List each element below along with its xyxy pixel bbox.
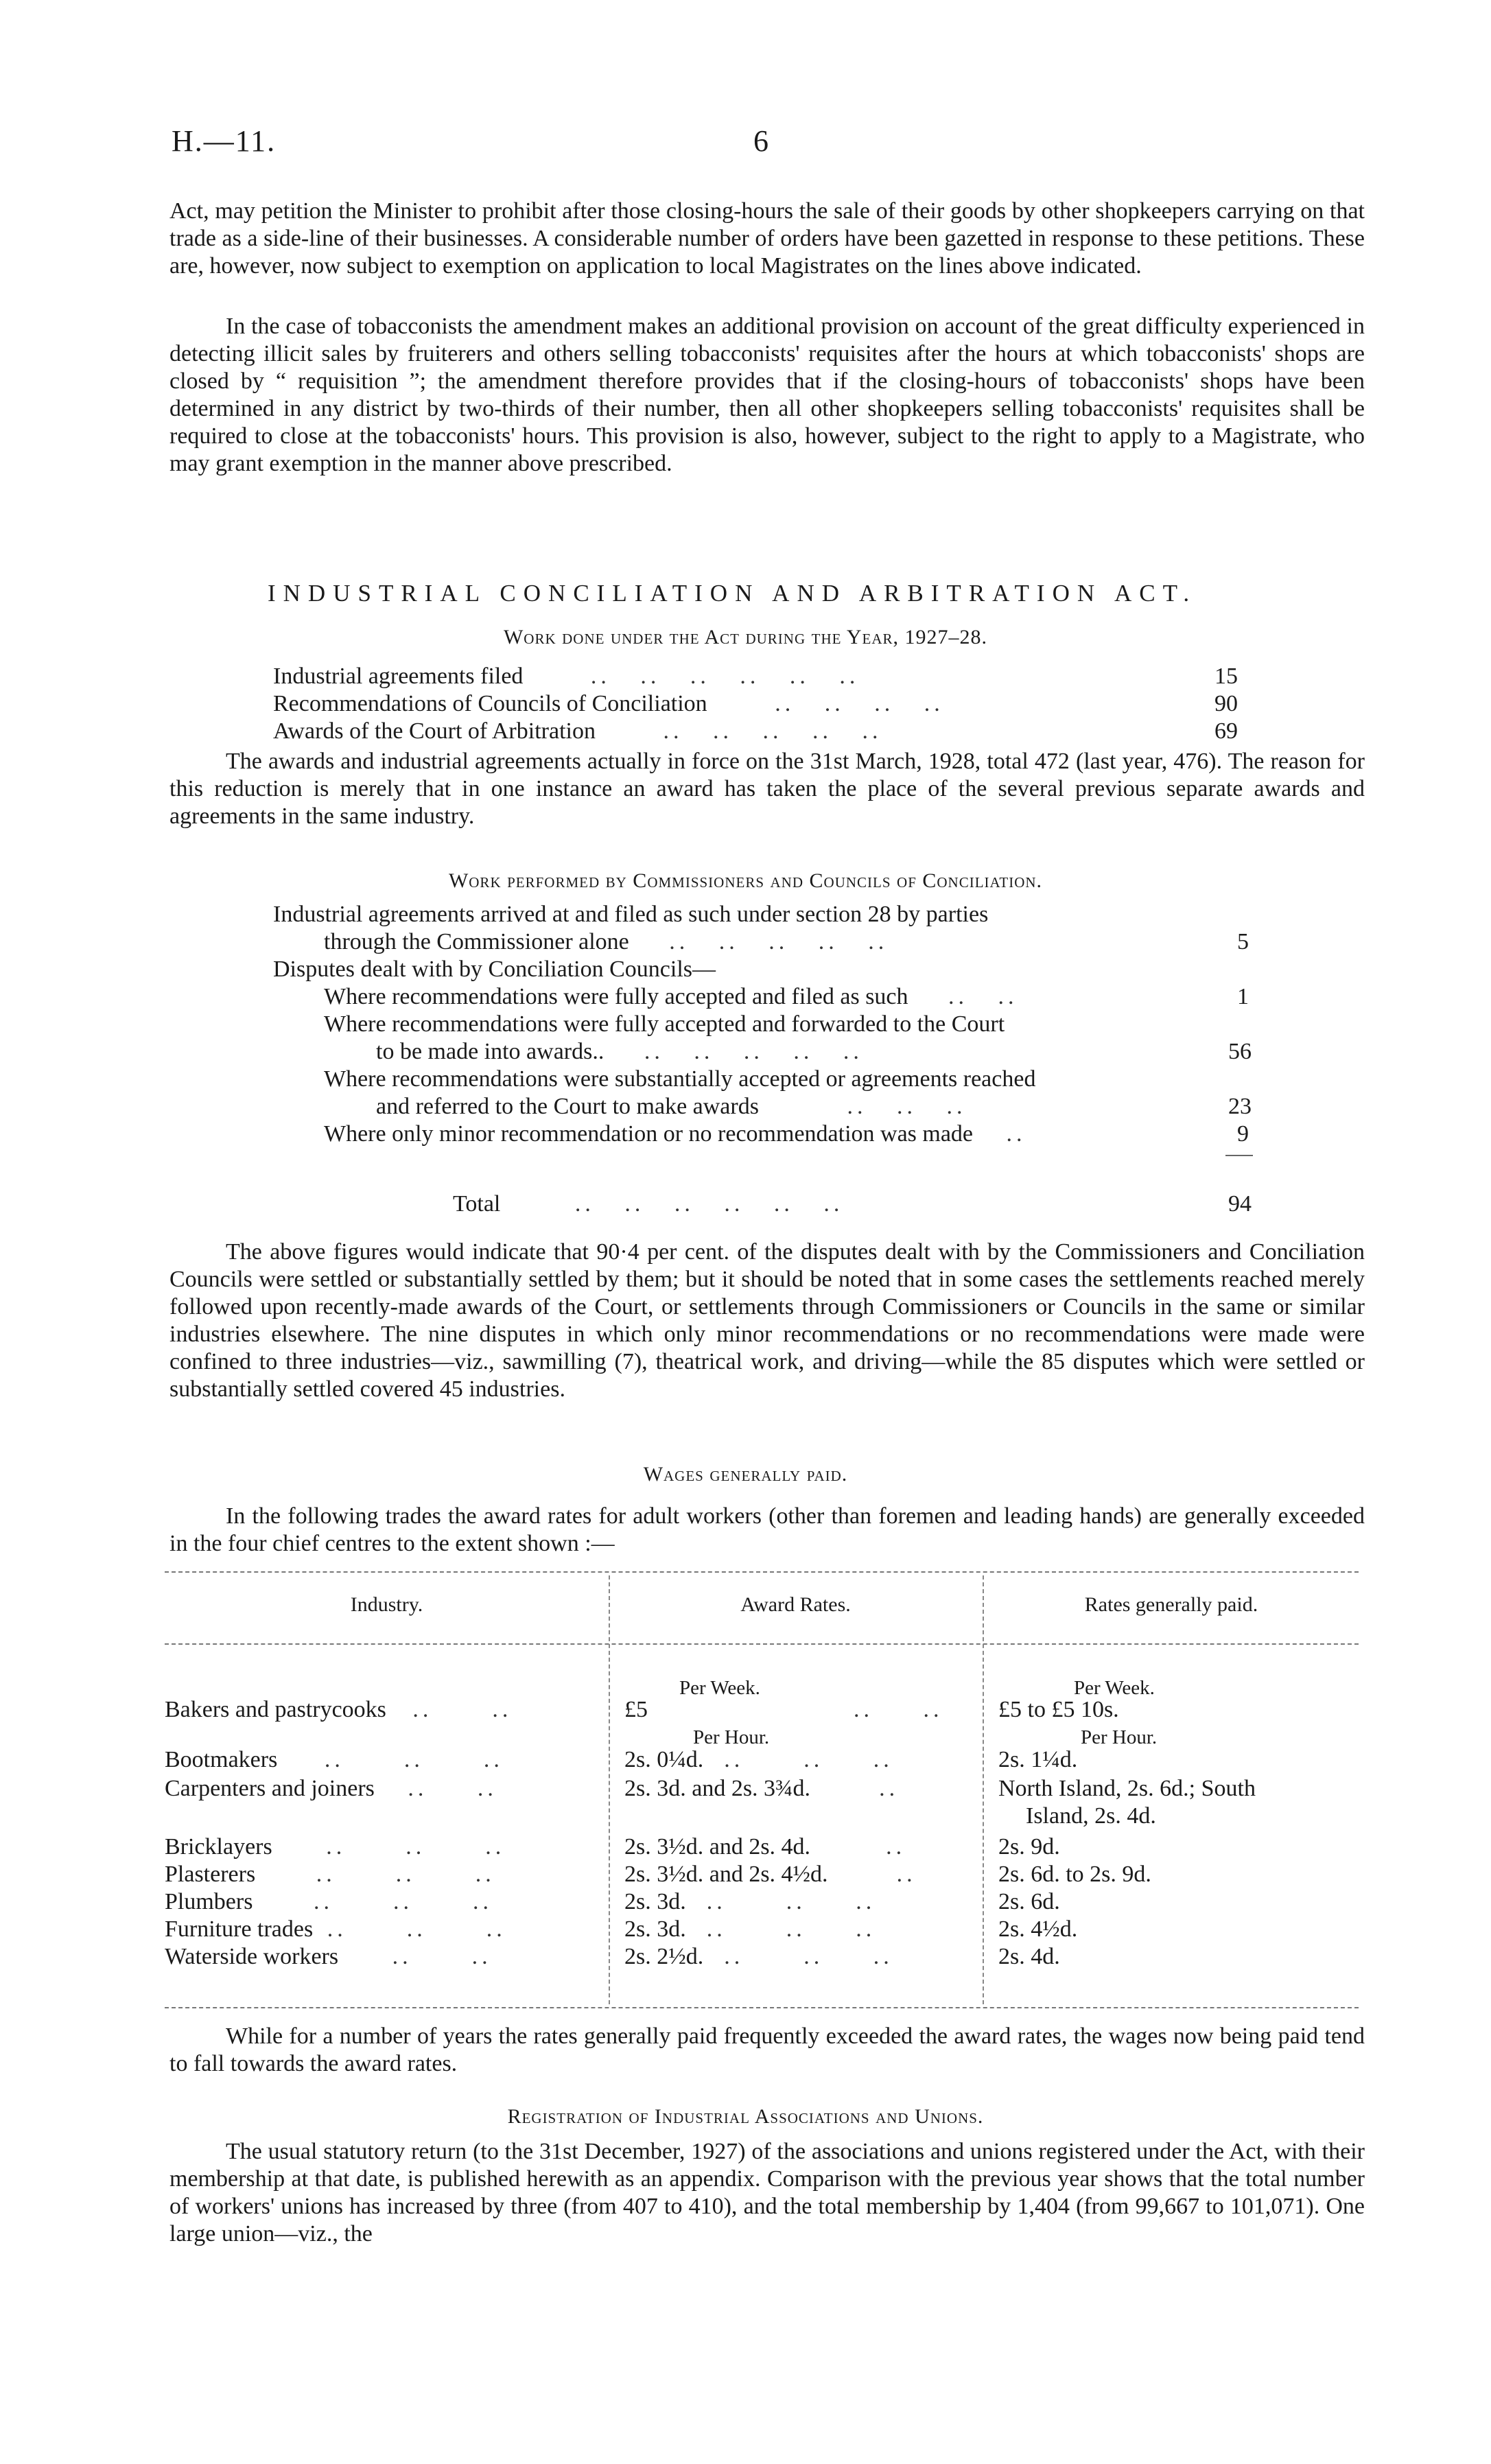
wages-heading: Wages generally paid.: [643, 1463, 848, 1486]
paid-per-week: Per Week.: [1074, 1677, 1155, 1699]
table-divider-1: [609, 1575, 610, 2004]
table-header-rule: [165, 1643, 1359, 1645]
document-reference: H.—11.: [172, 124, 277, 158]
col-header-paid: Rates generally paid.: [1084, 1593, 1258, 1616]
table-row-paid: 2s. 4d.: [998, 1944, 1060, 1969]
table-row-paid: 2s. 6d.: [998, 1889, 1060, 1914]
paid-per-hour: Per Hour.: [1081, 1726, 1158, 1748]
table-row-award: 2s. 3d. and 2s. 3¾d. ..: [624, 1776, 900, 1801]
table-row-paid: 2s. 1¼d.: [998, 1747, 1078, 1772]
disputes-sub4-value: 9: [1237, 1121, 1249, 1147]
commissioners-total-value: 94: [1228, 1191, 1252, 1217]
disputes-sub3-value: 23: [1228, 1094, 1252, 1119]
table-row-paid: 2s. 4½d.: [998, 1916, 1078, 1942]
table-row-award: £5 .. ..: [624, 1697, 943, 1722]
commissioners-paragraph: The above figures would indicate that 90·4 per cent. of the disputes dealt with by the Commissioners and Conciliation Councils were settled or substantially settled by them; but it should be noted that in some cases the settlements reached merely followed upon recently-made awards of the Court, or settlements through Commissioners or Councils in the same or similar industries elsewhere. The nine disputes in which only minor recommendations or no recommendations were made were confined to three industries—viz., sawmilling (7), theatrical work, and driving—while the 85 disputes which were settled or substantially settled covered 45 industries.: [169, 1239, 1365, 1402]
commissioners-heading: Work performed by Commissioners and Councils of Conciliation.: [448, 869, 1043, 892]
disputes-sub3-line2: and referred to the Court to make awards .. .. ..: [376, 1094, 967, 1119]
work-done-label-1: Industrial agreements filed .. .. .. .. .. ..: [273, 664, 860, 689]
table-row-paid: 2s. 9d.: [998, 1834, 1060, 1859]
disputes-sub2-line1: Where recommendations were fully accepted and forwarded to the Court: [324, 1011, 1005, 1037]
table-row-industry: Bricklayers .. .. ..: [165, 1834, 506, 1859]
intro-paragraph-1: Act, may petition the Minister to prohibit after those closing-hours the sale of their goods by other shopkeepers carrying on that trade as a side-line of their businesses. A considerable number of orders have been gazetted in response to these petitions. These are, however, now subject to exemption on application to local Magistrates on the lines above indicated.: [169, 198, 1365, 279]
disputes-sub3-line1: Where recommendations were substantially accepted or agreements reached: [324, 1066, 1036, 1092]
table-row-award: 2s. 2½d. .. .. ..: [624, 1944, 893, 1969]
commissioners-item1-value: 5: [1237, 929, 1249, 954]
table-row-award: 2s. 3½d. and 2s. 4½d. ..: [624, 1862, 917, 1887]
table-row-industry: Plasterers .. .. ..: [165, 1862, 495, 1887]
work-done-value-3: 69: [1214, 718, 1238, 744]
work-done-label-3: Awards of the Court of Arbitration .. .. .. .. ..: [273, 718, 882, 744]
disputes-sub2-value: 56: [1228, 1039, 1252, 1064]
table-row-award: 2s. 3d. .. .. ..: [624, 1889, 876, 1914]
work-done-label-2: Recommendations of Councils of Conciliation .. .. .. ..: [273, 691, 944, 716]
table-row-award: 2s. 3d. .. .. ..: [624, 1916, 876, 1942]
commissioners-total-label: Total .. .. .. .. .. ..: [453, 1191, 844, 1217]
table-row-paid: 2s. 6d. to 2s. 9d.: [998, 1862, 1151, 1887]
work-done-value-2: 90: [1214, 691, 1238, 716]
table-row-industry: Plumbers .. .. ..: [165, 1889, 493, 1914]
section-title: INDUSTRIAL CONCILIATION AND ARBITRATION ACT.: [268, 580, 1197, 607]
table-row-paid: £5 to £5 10s.: [998, 1697, 1119, 1722]
work-done-value-1: 15: [1214, 664, 1238, 689]
disputes-sub1: Where recommendations were fully accepted and filed as such .. ..: [324, 984, 1018, 1009]
disputes-sub1-value: 1: [1237, 984, 1249, 1009]
commissioners-item1-line2: through the Commissioner alone .. .. .. .. ..: [324, 929, 889, 954]
awards-paragraph: The awards and industrial agreements actually in force on the 31st March, 1928, total 472 (last year, 476). The reason for this reduction is merely that in one instance an award has taken the place of the several previous separate awards and agreements in the same industry.: [169, 749, 1365, 829]
table-row-industry: Bakers and pastrycooks .. ..: [165, 1697, 513, 1722]
disputes-label: Disputes dealt with by Conciliation Councils—: [273, 957, 716, 982]
table-top-rule: [165, 1571, 1359, 1573]
table-divider-2: [983, 1575, 984, 2004]
col-header-industry: Industry.: [350, 1593, 423, 1616]
award-per-week: Per Week.: [679, 1677, 760, 1699]
award-per-hour: Per Hour.: [693, 1726, 770, 1748]
total-rule: [1225, 1155, 1253, 1156]
table-row-paid: North Island, 2s. 6d.; South Island, 2s. 4d.: [998, 1776, 1256, 1829]
table-row-award: 2s. 3½d. and 2s. 4d. ..: [624, 1834, 906, 1859]
col-header-award: Award Rates.: [740, 1593, 851, 1616]
work-done-heading: Work done under the Act during the Year, 1927–28.: [503, 626, 987, 648]
commissioners-item1-line1: Industrial agreements arrived at and filed as such under section 28 by parties: [273, 902, 989, 927]
disputes-sub4: Where only minor recommendation or no recommendation was made ..: [324, 1121, 1026, 1147]
wages-closing-paragraph: While for a number of years the rates generally paid frequently exceeded the award rates, the wages now being paid tend to fall towards the award rates.: [169, 2023, 1365, 2076]
intro-paragraph-2: In the case of tobacconists the amendment makes an additional provision on account of the great difficulty experienced in detecting illicit sales by fruiterers and others selling tobacconists' requisites after the hours at which tobacconists' shops are closed by “ requisition ”; the amendment therefore provides that if the closing-hours of tobacconists' shops have been determined in any district by two-thirds of their number, then all other shopkeepers selling tobacconists' requisites shall be required to close at the tobacconists' hours. This provision is also, however, subject to the right to apply to a Magistrate, who may grant exemption in the manner above prescribed.: [169, 314, 1365, 476]
disputes-sub2-line2: to be made into awards.. .. .. .. .. ..: [376, 1039, 863, 1064]
table-row-industry: Carpenters and joiners .. ..: [165, 1776, 497, 1801]
table-bottom-rule: [165, 2007, 1359, 2008]
registration-heading: Registration of Industrial Associations and Unions.: [507, 2105, 984, 2128]
table-row-industry: Waterside workers .. ..: [165, 1944, 492, 1969]
table-row-award: 2s. 0¼d. .. .. ..: [624, 1747, 893, 1772]
page-number: 6: [753, 124, 768, 158]
table-row-industry: Bootmakers .. .. ..: [165, 1747, 504, 1772]
wages-intro: In the following trades the award rates for adult workers (other than foremen and leading hands) are generally exceeded in the four chief centres to the extent shown :—: [169, 1503, 1365, 1556]
table-row-industry: Furniture trades .. .. ..: [165, 1916, 506, 1942]
registration-paragraph: The usual statutory return (to the 31st December, 1927) of the associations and unions registered under the Act, with their membership at that date, is published herewith as an appendix. Comparison with the previous year shows that the total number of workers' unions has increased by three (from 407 to 410), and the total membership by 1,404 (from 99,667 to 101,071). One large union—viz., the: [169, 2139, 1365, 2246]
